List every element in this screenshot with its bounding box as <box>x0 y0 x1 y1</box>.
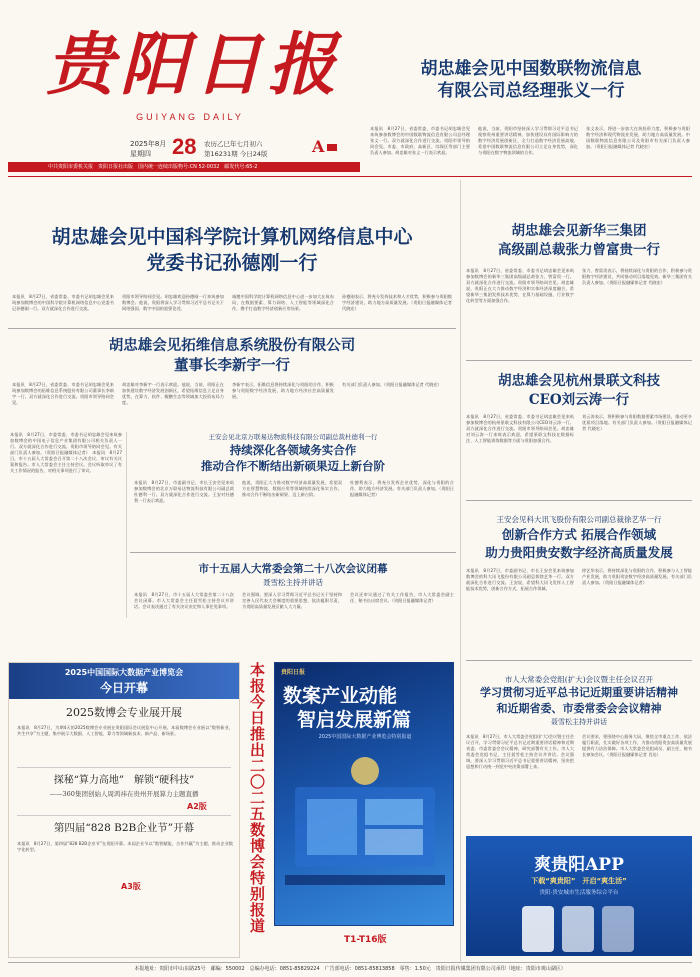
story-col-1: 本报讯 8月27日，省委常委、市委书记胡忠雄会见来筑参加数博会的中国数联物流信息有限公司总经理张义一行。双方就深化合作进行交流。贵阳市领导陪同会见。市委、市政府、高新区、综保区等部门主要负责人参加。胡忠雄对张义一行表示欢迎。 <box>370 126 470 155</box>
divider <box>8 328 456 329</box>
story-right-4 <box>466 664 692 820</box>
story-col-1: 本报讯 8月27日，省委常委、市委书记胡忠雄会见来筑参加数博会的拓维信息系统股份有限公司董事长李新宇一行。双方就深化合作进行交流。贵阳市领导陪同会见。 <box>12 382 114 405</box>
divider <box>8 176 692 177</box>
date-block <box>116 131 356 161</box>
story-col-2: 会议强调，要深入学习贯彻习近平总书记关于坚持和完善人民代表大会制度的重要思想，依法履职尽责，为贵阳高质量发展贡献人大力量。 <box>242 592 342 609</box>
app-phone-graphic <box>514 902 644 952</box>
headline-2: 推动合作不断结出新硕果迈上新台阶 <box>201 459 385 473</box>
headline: 胡忠雄会见中国科学院计算机网络信息中心 <box>51 226 413 248</box>
app-tagline-2: 贵阳·贵安城市生活服务综合平台 <box>539 890 619 896</box>
headline: 胡忠雄会见杭州景联文科技 <box>498 373 660 389</box>
headline-2: 有限公司总经理张义一行 <box>437 81 625 101</box>
headline: 胡忠雄会见新华三集团 <box>511 223 647 239</box>
headline-2: CEO刘云涛一行 <box>528 392 630 408</box>
expo-story2-ref[interactable]: A2版 <box>187 802 207 811</box>
headline-2: 党委书记孙德刚一行 <box>146 252 318 274</box>
story-col-1: 本报讯 8月27日，市委副书记、市长王安会见来筑参加数博会的北京万联易达物流科技有限公司副总裁杜德利一行。双方就深化合作进行交流。王安对杜德利一行表示欢迎。 <box>134 480 234 503</box>
headline: 胡忠雄会见中国数联物流信息 <box>420 59 642 79</box>
story-col-2: 张力、曾富贵表示，将持续深化与贵阳的合作，积极参与贵阳数字经济建设，共同推动项目落地见效。新华三集团有关负责人参加。（贵阳日报融媒体记者 代晓宏） <box>582 268 692 285</box>
special-report <box>244 662 456 958</box>
expo-story2-headline: 探秘“算力高地” 解锁“硬科技” <box>53 775 195 786</box>
story-col-2: 会议要求，要围绕中心服务大局，聚焦全市重点工作，依法履行职责，扎实做好各项工作，为推动贵阳贵安高质量发展提供有力法治保障。市人大常委会党组成员、副主任，秘书长参加会议。（贵阳日报融媒体记者 肖达） <box>582 734 692 757</box>
story-col-2: 他说，当前，贵阳市坚持深入学习贯彻习近平总书记视察贵州重要讲话精神，加快建设具有国际影响力的数字经济发展创新区，全力打造数字经济发展高地，希望中国数联物流信息有限公司立足自身优势，深化与贵阳在数字物流领域的合作。 <box>478 126 578 155</box>
headline-kicker: 王安会见科大讯飞股份有限公司副总裁徐艺华一行 <box>496 515 662 524</box>
headline-2: 和近期省委、市委常委会会议精神 <box>496 702 662 715</box>
headline: 持续深化各领域务实合作 <box>229 443 357 457</box>
divider <box>17 767 231 768</box>
story-col-3: 会议还审议通过了有关工作报告，市人大常委会副主任、秘书长出席会议。（贵阳日报融媒体记者） <box>350 592 454 603</box>
app-ad[interactable] <box>466 836 692 956</box>
special-vertical-title: 本报今日推出二〇二五数博会特别报道 <box>248 662 266 934</box>
expo-story3-headline: 第四届“828 B2B企业节”开幕 <box>53 822 195 834</box>
headline-2: 助力贵阳贵安数字经济高质量发展 <box>485 545 673 560</box>
story-lianyi <box>130 432 456 546</box>
headline-2: 聂雪松主持并讲话 <box>263 578 323 587</box>
expo-story3-ref[interactable]: A3版 <box>121 882 141 891</box>
headline: 市十五届人大常委会第二十八次会议闭幕 <box>198 563 388 575</box>
column-divider <box>126 432 127 618</box>
story-right-3 <box>466 504 692 654</box>
divider <box>17 815 231 816</box>
story-col-4: 有关部门负责人参加。（贵阳日报融媒体记者 代晓宏） <box>342 382 442 387</box>
headline: 学习贯彻习近平总书记近期重要讲话精神 <box>480 686 678 699</box>
expo-story1-headline: 2025数博会专业展开展 <box>66 706 182 719</box>
headline-byline: 聂雪松主持并讲话 <box>551 718 607 726</box>
story-col-1: 本报讯 8月27日，市十五届人大常委会第二十八次会议闭幕。市人大常委会主任聂雪松主持会议并讲话。会议表决通过了有关决议决定和人事任免事项。 <box>134 592 234 609</box>
app-tagline: 下载“爽贵阳” 开启“爽生活” <box>531 877 627 885</box>
grade-badge: A <box>312 137 325 156</box>
divider <box>8 962 692 963</box>
story-col-2: 贵阳市领导陪同会见。胡忠雄欢迎孙德刚一行来筑参加数博会。他说，贵阳将深入学习贯彻习近平总书记关于网络强国、数字中国的重要论述。 <box>122 294 224 311</box>
headline-2: 高级副总裁张力曾富贵一行 <box>498 242 660 258</box>
divider <box>130 552 456 553</box>
masthead-banner <box>8 162 360 172</box>
story-right-2 <box>466 364 692 494</box>
divider <box>466 360 692 361</box>
expo-banner-sub: 今日开幕 <box>99 681 148 695</box>
date-line: 2025年8月 <box>130 140 167 148</box>
left-column-text: 本报讯 8月27日，市委常委、市委书记胡忠雄会见来筑参加数博会的中国电子信息产业集团有限公司相关负责人一行。双方就深化合作进行交流。贵阳市领导陪同会见。有关部门负责人参加。（贵阳日报融媒体记者） 本报讯 8月27日，市十五届人大常委会召开第二十八次会议，审议有关议案和报告。市人大常委会主任主持会议。会议听取审议了有关工作情况的报告，对相关事项进行了审议。 <box>10 432 122 473</box>
story-col-1: 本报讯 8月27日，省委常委、市委书记胡忠雄会见来筑参加数博会的中国科学院计算机网络信息中心党委书记孙德刚一行。双方就深化合作进行交流。 <box>12 294 114 311</box>
story-col-3: 张义表示，将进一步加大在筑投资力度，积极参与贵阳数字经济和现代物流业发展，助力地方高质量发展。中国数联物流信息有限公司及贵阳市有关部门负责人参加。（贵阳日报融媒体记者 代晓宏） <box>586 126 690 149</box>
poster-headline-2: 智启发展新篇 <box>297 709 412 731</box>
poster-graphic <box>285 747 445 897</box>
banner-text: 中共贵阳市委机关报 贵阳日报社出版 国内统一连续出版物号:CN 52-0032 邮发代号:65-2 <box>48 164 258 170</box>
masthead <box>8 8 360 148</box>
story-col-3: 诚邀中国科学院计算机网络信息中心进一步加大在筑布局，在数据要素、算力网络、人工智能等领域深化合作，携手打造数字经济创新应用场景。 <box>232 294 334 311</box>
special-poster <box>274 662 454 926</box>
expo-story1-text: 本报讯 8月27日，为期4天的2025数博会专业展在贵阳国际会议展览中心开展。本届数博会专业展以“数智新业，共生共享”为主题，集中展示大数据、人工智能、算力等领域新技术、新产品、新场景。 <box>17 725 233 736</box>
app-name: 爽贵阳APP <box>534 855 624 875</box>
story-lead <box>8 180 456 318</box>
headline-kicker: 王安会见北京万联易达物流科技有限公司副总裁杜德利一行 <box>208 433 378 441</box>
expo-box <box>8 662 240 958</box>
headline: 胡忠雄会见拓维信息系统股份有限公司 <box>108 337 356 354</box>
divider <box>466 500 692 501</box>
poster-headline: 数案产业动能 <box>283 685 398 707</box>
story-second <box>8 332 456 430</box>
story-col-1: 本报讯 8月27日，省委常委、市委书记胡忠雄会见来筑参加数博会的杭州景联文科技有限公司CEO刘云涛一行。双方就深化合作进行交流。贵阳市领导陪同会见。胡忠雄对刘云涛一行来筑表示欢迎，希望景联文科技在数据标注、人工智能训练数据等方面与贵阳加强合作。 <box>466 414 574 443</box>
weekday: 星期四 <box>130 150 151 158</box>
headline: 创新合作方式 拓展合作领域 <box>501 527 657 542</box>
grade-badge-mark <box>327 144 337 151</box>
expo-banner <box>9 663 239 699</box>
story-col-2: 徐艺华表示，将持续深化与贵阳的合作，积极参与人工智能产业发展，助力贵阳贵安数字经济高质量发展。有关部门负责人参加。（贵阳日报融媒体记者） <box>582 568 692 585</box>
story-renda <box>130 556 456 656</box>
story-col-1: 本报讯 8月27日，省委常委、市委书记胡忠雄会见来筑参加数博会的新华三集团高级副总裁张力、曾富贵一行。双方就深化合作进行交流。贵阳市领导陪同会见。胡忠雄说，贵阳正在大力推动数字经济和实体经济深度融合，希望新华三集团发挥技术优势，在算力基础设施、行业数字化转型等方面加强合作。 <box>466 268 574 303</box>
poster-masthead: 贵阳日报 <box>281 669 306 676</box>
story-col-1: 本报讯 8月27日，市人大常委会党组(扩大)会议暨主任会议召开，学习贯彻习近平总书记近期重要讲话精神和近期省委、市委常委会会议精神，研究部署有关工作。市人大常委会党组书记、主任聂雪松主持会议并讲话。会议强调，要深入学习贯彻习近平总书记重要讲话精神，坚决把思想和行动统一到党中央决策部署上来。 <box>466 734 574 769</box>
story-col-2: 刘云涛表示，将积极参与贵阳数据要素市场建设，推动更多优质项目落地。有关部门负责人参加。（贵阳日报融媒体记者 代晓宏） <box>582 414 692 431</box>
issue-number: 第16231期 今日24版 <box>204 150 268 158</box>
headline-2: 董事长李新宇一行 <box>174 357 290 374</box>
masthead-logo: 贵阳日报 <box>46 25 343 105</box>
lunar-date: 农历乙巳年七月初六 <box>204 140 263 148</box>
story-col-1: 本报讯 8月27日，市委副书记、市长王安会见来筑参加数博会的科大讯飞股份有限公司副总裁徐艺华一行。双方就深化合作进行交流。王安说，希望科大讯飞发挥人工智能技术优势，创新合作方式，拓展合作领域。 <box>466 568 574 591</box>
column-divider <box>460 180 461 962</box>
day-number: 28 <box>172 134 197 159</box>
story-col-2: 胡忠雄对李新宇一行表示欢迎。他说，当前，贵阳正在加快建设数字经济发展创新区，希望拓维信息立足自身优势，在算力、软件、鲲鹏生态等领域加大投资布局力度。 <box>122 382 224 405</box>
footer: 本报地址：贵阳市中山东路25号 邮编：550002 总编办电话：0851-85829224 广告部电话：0851-85813858 零售：1.50元 贵阳日报传媒集团有限公司承印（地址：贵阳市观山湖区） <box>134 966 566 972</box>
headline-kicker: 市人大常委会党组(扩大)会议暨主任会议召开 <box>504 675 654 684</box>
expo-story2-subhead: ——360集团创始人周鸿祎在贵州开展算力主题直播 <box>49 790 199 798</box>
story-col-4: 孙德刚表示，将充分发挥技术和人才优势，积极参与贵阳数字经济建设，助力地方高质量发展。（贵阳日报融媒体记者 代晓宏） <box>342 294 452 311</box>
story-col-3: 杜德利表示，将充分发挥企业优势，深化与贵阳的合作，助力地方经济发展。有关部门负责人参加。（贵阳日报融媒体记者） <box>350 480 454 497</box>
story-col-3: 李新宇表示，拓维信息将持续深化与贵阳的合作，积极参与贵阳数字经济发展，助力地方经济社会高质量发展。 <box>232 382 334 399</box>
masthead-subtitle: GUIYANG DAILY <box>136 112 244 122</box>
poster-subline: 2025中国国际大数据产业博览会特别报道 <box>318 734 412 740</box>
expo-banner-label: 2025中国国际大数据产业博览会 <box>64 668 184 677</box>
story-col-2: 他说，贵阳正大力推动数字经济高质量发展，希望双方在智慧物流、数据应用等领域持续深化务实合作，推动合作不断结出新硕果、迈上新台阶。 <box>242 480 342 497</box>
divider <box>466 660 692 661</box>
expo-story3-text: 本报讯 8月27日，第四届“828 B2B企业节”在贵阳开幕。本届企业节以“数智赋能，合作共赢”为主题，推动企业数字化转型。 <box>17 841 233 852</box>
special-ref[interactable]: T1-T16版 <box>344 935 387 945</box>
story-right-1 <box>466 222 692 354</box>
story-top-right <box>370 58 692 172</box>
